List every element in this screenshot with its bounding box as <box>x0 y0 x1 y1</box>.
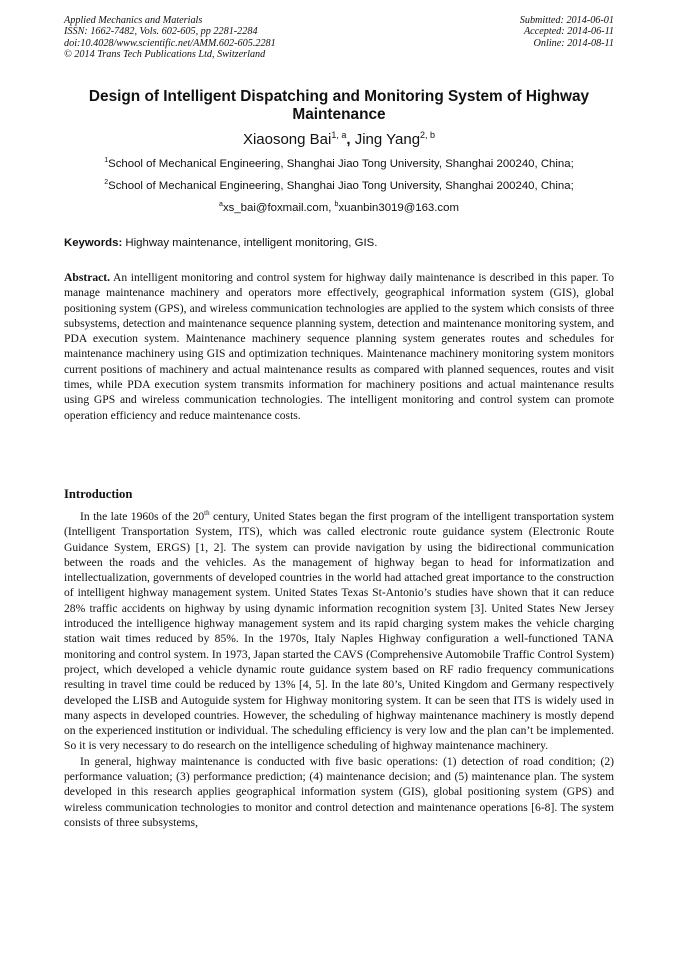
header-left <box>64 15 276 60</box>
email-address: xuanbin3019@163.com <box>338 202 459 214</box>
affiliation-2 <box>64 179 614 193</box>
email-mark: a <box>219 201 223 208</box>
intro-paragraph-1 <box>64 509 614 754</box>
affiliation-mark: 1 <box>104 157 109 164</box>
email-address: xs_bai@foxmail.com, <box>222 202 332 214</box>
intro-p1-text-continued: century, United States began the first program of the intelligent transportation system (Intelligent Transportation System, ITS), which was called electronic route guidance system (Electronic Route Guidance System, ERGS) [1, 2]. The system can provide navigation by using the bidirectional communication between the roads and the vehicles. As the management of highway began to head for informatization and intellectualization, governments of developed countries in the world had attached great importance to the construction of intelligent highway management system. United States Texas St-Antonio’s studies have shown that it can reduce 28% traffic accidents on highway by using dynamic information recognition system [3]. United States New Jersey introduced the intelligence highway management system and its rapid charging system makes the vehicle charging station wait times reduced by 85%. In the 1970s, Italy Naples Highway configuration a well-functioned TANA monitoring and control system. In 1973, Japan started the CAVS (Comprehensive Automobile Traffic Control System) project, which developed a vehicle dynamic route guidance system based on RF radio frequency communications resulting in travel time could be reduced by 13% [4, 5]. In the late 80’s, United Kingdom and Germany respectively developed the LISB and Autoguide system for Highway monitoring system. It can be seen that ITS is widely used in many aspects in developed countries. However, the scheduling of highway maintenance machinery is mostly depend on the experienced institution or individual. The scheduling efficiency is very low and the plan can’t be implemented. So it is very necessary to do research on the intelligence scheduling of highway maintenance machinery. <box>64 510 615 753</box>
author-separator: , <box>346 131 351 148</box>
copyright-line: © 2014 Trans Tech Publications Ltd, Switzerland <box>64 48 266 60</box>
author-line <box>64 131 614 149</box>
author-affiliation-mark: 1, a <box>331 130 347 140</box>
accepted-date: Accepted: 2014-06-11 <box>523 26 614 38</box>
abstract <box>64 270 614 423</box>
doi-line: doi:10.4028/www.scientific.net/AMM.602-605.2281 <box>64 37 276 49</box>
online-date: Online: 2014-08-11 <box>533 37 614 49</box>
author-name: Jing Yang <box>354 131 421 148</box>
author-affiliation-mark: 2, b <box>420 130 436 140</box>
email-mark: b <box>334 201 339 208</box>
email-line <box>64 201 614 215</box>
affiliation-text: School of Mechanical Engineering, Shanghai Jiao Tong University, Shanghai 200240, China; <box>108 158 574 170</box>
keywords-label: Keywords: <box>64 237 123 249</box>
section-heading-introduction: Introduction <box>64 487 133 501</box>
affiliation-1 <box>64 157 614 171</box>
affiliation-mark: 2 <box>104 179 109 186</box>
keywords-text: Highway maintenance, intelligent monitoring, GIS. <box>125 237 378 249</box>
submitted-date: Submitted: 2014-06-01 <box>519 15 614 26</box>
introduction-body <box>64 509 614 830</box>
abstract-label: Abstract. <box>64 271 111 284</box>
intro-paragraph-2: In general, highway maintenance is conducted with five basic operations: (1) detection of road condition; (2) performance valuation; (3) performance prediction; (4) maintenance decision; and (5) maintenance plan. The system developed in this research applies geographical information system (GIS), global positioning system (GPS) and wireless communication technologies to monitor and control detection and maintenance operations [6-8]. The system consists of three subsystems, <box>64 754 614 829</box>
header-right <box>520 15 614 49</box>
abstract-text: An intelligent monitoring and control system for highway daily maintenance is described in this paper. To manage maintenance machinery and operators more effectively, geographical information system (GIS), global positioning system (GPS), and wireless communication technologies are applied to the system which consists of three subsystems, detection and maintenance sequence planning system, detection and maintenance monitoring system, and PDA execution system. Maintenance machinery sequence planning system generates routes and schedules for maintenance machinery using GIS and optimization techniques. Maintenance machinery monitoring system monitors current positions of machinery and actual maintenance results as compared with planned sequences, routes and visit times, while PDA execution system transmits information for machinery positions and actual maintenance results using GPS and wireless communication technologies. The intelligent monitoring and control system can promote operation efficiency and reduce maintenance costs. <box>64 271 614 422</box>
affiliation-text: School of Mechanical Engineering, Shanghai Jiao Tong University, Shanghai 200240, China; <box>108 180 574 192</box>
journal-name: Applied Mechanics and Materials <box>64 15 203 26</box>
issn-line: ISSN: 1662-7482, Vols. 602-605, pp 2281-2284 <box>64 26 258 38</box>
intro-p1-text: In the late 1960s of the 20 <box>80 510 205 523</box>
keywords <box>64 236 614 250</box>
author-name: Xiaosong Bai <box>242 131 332 148</box>
paper-title: Design of Intelligent Dispatching and Monitoring System of Highway Maintenance <box>88 88 590 123</box>
ordinal-superscript: th <box>204 509 210 517</box>
